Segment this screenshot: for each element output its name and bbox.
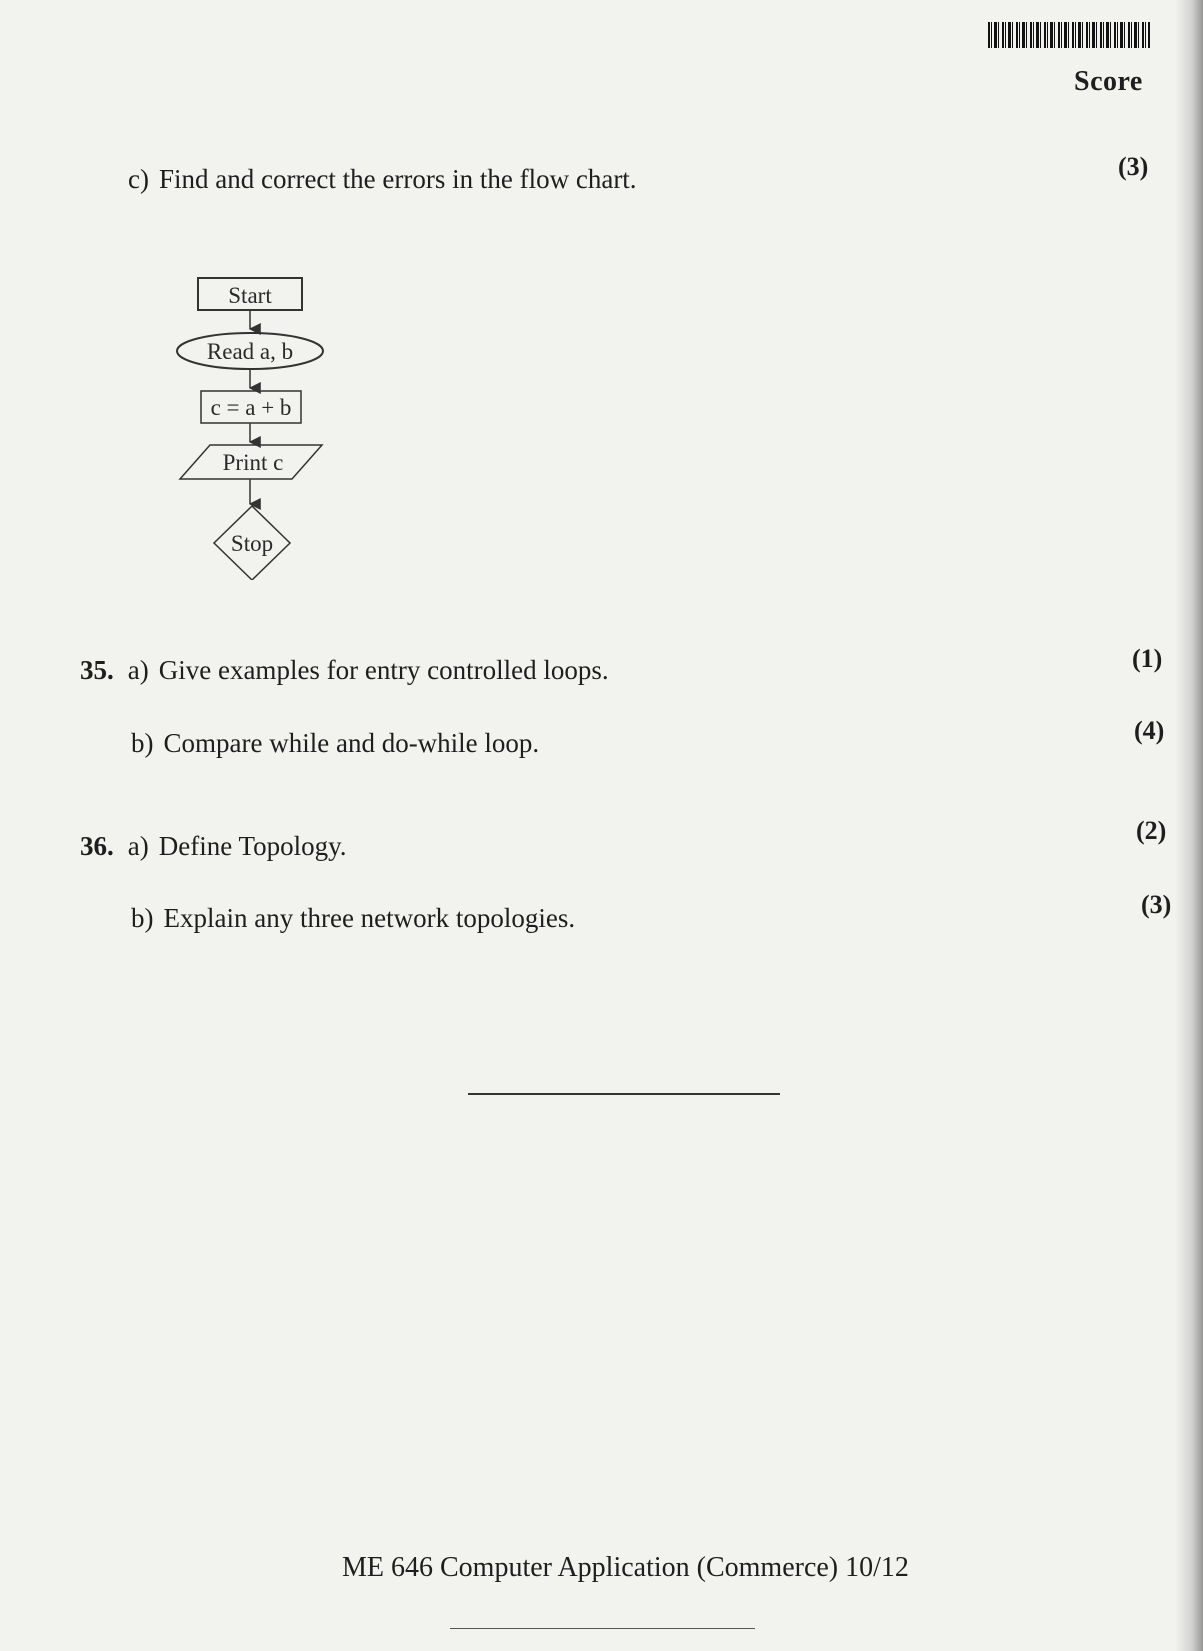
page-edge-shadow	[1175, 0, 1203, 1651]
page-footer: ME 646 Computer Application (Commerce) 10/12	[342, 1552, 909, 1583]
marks-35b: (4)	[1134, 716, 1165, 745]
stop-label: Stop	[230, 531, 274, 556]
question-36b	[131, 903, 575, 934]
flowchart	[170, 270, 340, 580]
barcode	[988, 22, 1150, 48]
sub-label: b)	[131, 728, 154, 758]
question-text: Give examples for entry controlled loops.	[158, 655, 609, 685]
sub-label: a)	[127, 655, 149, 685]
question-34c	[128, 164, 637, 195]
sub-label: a)	[127, 831, 149, 861]
process-label: c = a + b	[210, 395, 292, 420]
marks-36b: (3)	[1141, 890, 1172, 919]
sub-label: b)	[131, 903, 154, 933]
print-label: Print c	[222, 450, 284, 475]
footer-rule	[450, 1628, 755, 1629]
question-text: Find and correct the errors in the flow chart.	[158, 164, 637, 194]
marks-36a: (2)	[1136, 816, 1167, 845]
question-36a	[80, 831, 347, 862]
marks-34c: (3)	[1118, 152, 1149, 181]
question-text: Define Topology.	[158, 831, 347, 861]
marks-35a: (1)	[1132, 644, 1163, 673]
question-number: 36.	[80, 831, 114, 861]
question-35b	[131, 728, 539, 759]
question-text: Explain any three network topologies.	[163, 903, 576, 933]
sub-label: c)	[128, 164, 149, 194]
question-number: 35.	[80, 655, 114, 685]
question-text: Compare while and do-while loop.	[163, 728, 540, 758]
start-label: Start	[228, 283, 272, 308]
score-heading: Score	[1074, 66, 1143, 97]
question-35a	[80, 655, 609, 686]
read-label: Read a, b	[206, 339, 294, 364]
end-rule	[468, 1093, 780, 1095]
